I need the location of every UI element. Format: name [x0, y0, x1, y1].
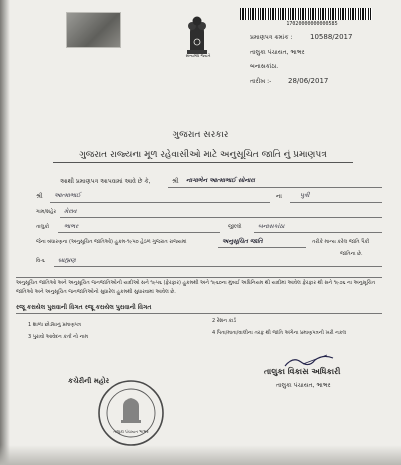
- issuing-district: બનાસકાંઠા.: [250, 63, 279, 70]
- document-item-4: 4 પિતા/માતા/વાલીના તરફ થી જાતિ અંગેના પ્રમાણપત્રની ખરી નકલ: [212, 330, 347, 336]
- applicant-name: નાગાભેન આત્માભાઈ સોનારા: [186, 177, 255, 184]
- village-line: [60, 217, 382, 218]
- signatory-office: તાલુકા પંચાયત, ભાભર: [276, 382, 331, 389]
- father-name-line: [50, 202, 270, 203]
- document-item-2: 2 રેશન કાર્ડ: [212, 318, 237, 324]
- village-value: મેરાવ: [64, 208, 77, 215]
- section-divider: [16, 277, 382, 278]
- barcode: [240, 8, 372, 20]
- caste-sentence-1: જેના બંધારણના (અનુસૂચિત જાતિઓ) હુકમ-૧૯૫૦ હેઠળ ગુજરાત રાજ્યમાં: [36, 239, 187, 245]
- district-label: જીલ્લો: [228, 224, 242, 230]
- taluka-value: ભાભર: [64, 223, 79, 230]
- bhanji-prefix: વિ-૬: [36, 258, 45, 264]
- document-item-1: 1 શાળા છોડ્યાનું પ્રમાણપત્ર: [28, 322, 81, 328]
- office-seal-label: કચેરીની મહોર: [68, 377, 110, 385]
- certificate-no-label: પ્રમાણપત્ર ક્રમાંક :: [250, 34, 293, 41]
- district-line: [254, 232, 382, 233]
- certificate-no: 10588/2017: [310, 33, 353, 41]
- bhanji-line: [54, 266, 382, 267]
- certificate-title: ગુજરાત રાજ્યના મૂળ રહેવાસીઓ માટે અનુસૂચિત જાતિ નું પ્રમાણપત્ર: [53, 150, 353, 163]
- taluka-label: તાલુકો: [36, 224, 50, 230]
- seal-text: તાલુકા પંચાયત ભાભર: [113, 429, 149, 434]
- legal-paragraph: અનુસૂચિત જાતિઓ અને અનુસૂચિત જનજાતિઓની યાદીઓ સને ૧૯૫૬ (ફેરફાર) હુકમથી અને ૧૯૬૦ના મુંબઈ અધિનિયમ થી યાદીમાં આવેલ ફેરફાર થી સને ૧૯૭૬ ના અનુસૂચિત જાતિઓ અને અનુસૂચિત જનજાતિઓનો સુધારેલ હુકમથી સુધારવામાં આવેલ છે.: [16, 280, 376, 295]
- caste-sentence-2: તરીકે માન્ય કરેલ જાતિ પૈકી: [312, 239, 370, 245]
- page-shadow-bottom: [0, 445, 401, 465]
- village-label: ગામ/શહેર: [36, 209, 57, 215]
- documents-heading-line: [16, 313, 382, 314]
- relation-value: પુત્રી: [300, 192, 310, 199]
- caste-value: અનુસૂચિત જાતિ: [222, 238, 263, 245]
- caste-sentence-3: જાતિના છે.: [340, 251, 363, 257]
- taluka-line: [58, 232, 220, 233]
- applicant-photo: [66, 12, 121, 48]
- date-label: તારીખ :-: [250, 78, 272, 85]
- relation-label: ના: [276, 193, 282, 200]
- father-name: આત્માભાઈ: [54, 192, 81, 199]
- applicant-name-line: [168, 187, 382, 188]
- intro-label: આથી પ્રમાણપત્ર આપવામાં આવે છે કે,: [60, 178, 151, 185]
- documents-heading: રજૂ કરાયેલ પુરાવાની વિગત રજૂ કરાયેલ પુરાવાની વિગત: [16, 304, 152, 311]
- page-shadow-left: [0, 0, 10, 465]
- signatory-title: તાલુકા વિકાસ અધિકારી: [264, 367, 341, 376]
- issue-date: 28/06/2017: [288, 77, 329, 85]
- document-item-3: 3 પુરાવો આવેદન કર્તા નો નામ: [28, 334, 89, 340]
- emblem-caption: સત્યમેવ જયતે: [185, 53, 211, 58]
- bhanji-value: બ્રાહ્મણ: [58, 257, 76, 264]
- district-value: બનાસકાંઠા: [258, 223, 285, 230]
- relation-line: [290, 202, 382, 203]
- office-seal-stamp: [96, 378, 166, 448]
- father-prefix: શ્રી: [36, 193, 43, 200]
- government-title: ગુજરાત સરકાર: [172, 130, 229, 140]
- name-prefix: શ્રી: [172, 178, 179, 185]
- barcode-number: 17020000000000585: [286, 21, 338, 27]
- issuing-office: તાલુકા પંચાયત, ભાભર: [250, 49, 305, 56]
- caste-line: [218, 247, 306, 248]
